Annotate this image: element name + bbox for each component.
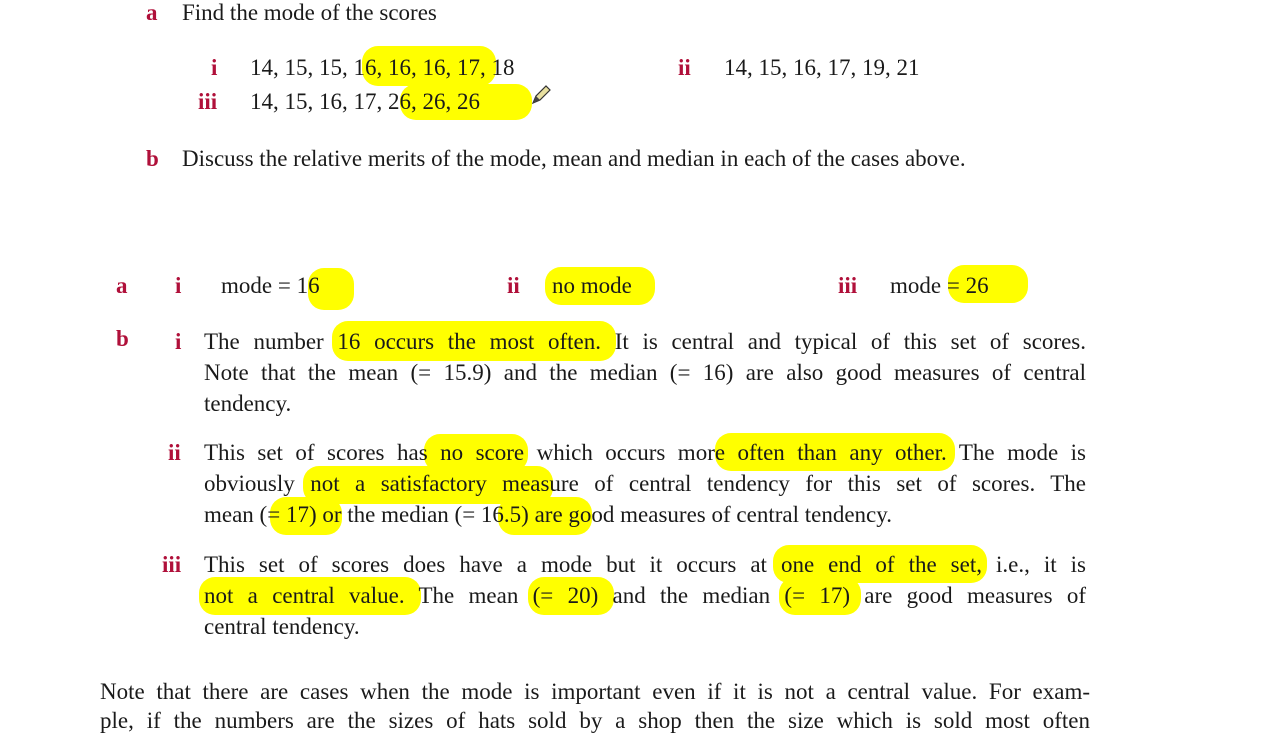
solution-b-iii-line-2: not a central value. The mean (= 20) and the median (= 17) are good measures of [204, 583, 1086, 608]
solution-b-i-line-1: The number 16 occurs the most often. It is central and typical of this set of scores. [204, 329, 1086, 354]
solution-a-ii-label: ii [507, 273, 520, 298]
question-a-text: Find the mode of the scores [182, 0, 437, 25]
note-line-2: ple, if the numbers are the sizes of hats sold by a shop then the size which is sold most often [100, 708, 1090, 733]
question-a-label: a [146, 0, 158, 25]
solution-b-label: b [116, 326, 129, 351]
solution-b-ii-line-1: This set of scores has no score which occurs more often than any other. The mode is [204, 440, 1086, 465]
question-b-label: b [146, 146, 159, 171]
solution-b-iii-line-3: central tendency. [204, 614, 360, 639]
solution-b-ii-line-3: mean (= 17) or the median (= 16.5) are good measures of central tendency. [204, 502, 892, 527]
solution-a-i-answer: mode = 16 [221, 273, 320, 298]
question-a-iii-label: iii [198, 89, 218, 114]
solution-b-iii-line-1: This set of scores does have a mode but it occurs at one end of the set, i.e., it is [204, 552, 1086, 577]
solution-b-i-line-3: tendency. [204, 391, 292, 416]
solution-b-iii-label: iii [162, 552, 182, 577]
question-a-i-scores: 14, 15, 15, 16, 16, 16, 17, 18 [250, 55, 515, 80]
solution-a-iii-label: iii [838, 273, 858, 298]
note-line-1: Note that there are cases when the mode is important even if it is not a central value. For exam- [100, 679, 1090, 704]
solution-a-i-label: i [175, 273, 182, 298]
question-a-ii-label: ii [678, 55, 691, 80]
question-a-i-label: i [211, 55, 218, 80]
solution-b-i-label: i [175, 329, 182, 354]
solution-b-ii-line-2: obviously not a satisfactory measure of central tendency for this set of scores. The [204, 471, 1086, 496]
solution-a-label: a [116, 273, 128, 298]
solution-b-i-line-2: Note that the mean (= 15.9) and the median (= 16) are also good measures of central [204, 360, 1086, 385]
question-b-text: Discuss the relative merits of the mode, mean and median in each of the cases above. [182, 146, 966, 171]
solution-a-ii-answer: no mode [552, 273, 632, 298]
pencil-cursor-icon [530, 84, 552, 106]
solution-a-iii-answer: mode = 26 [890, 273, 989, 298]
solution-b-ii-label: ii [168, 440, 181, 465]
question-a-ii-scores: 14, 15, 16, 17, 19, 21 [724, 55, 920, 80]
question-a-iii-scores: 14, 15, 16, 17, 26, 26, 26 [250, 89, 480, 114]
